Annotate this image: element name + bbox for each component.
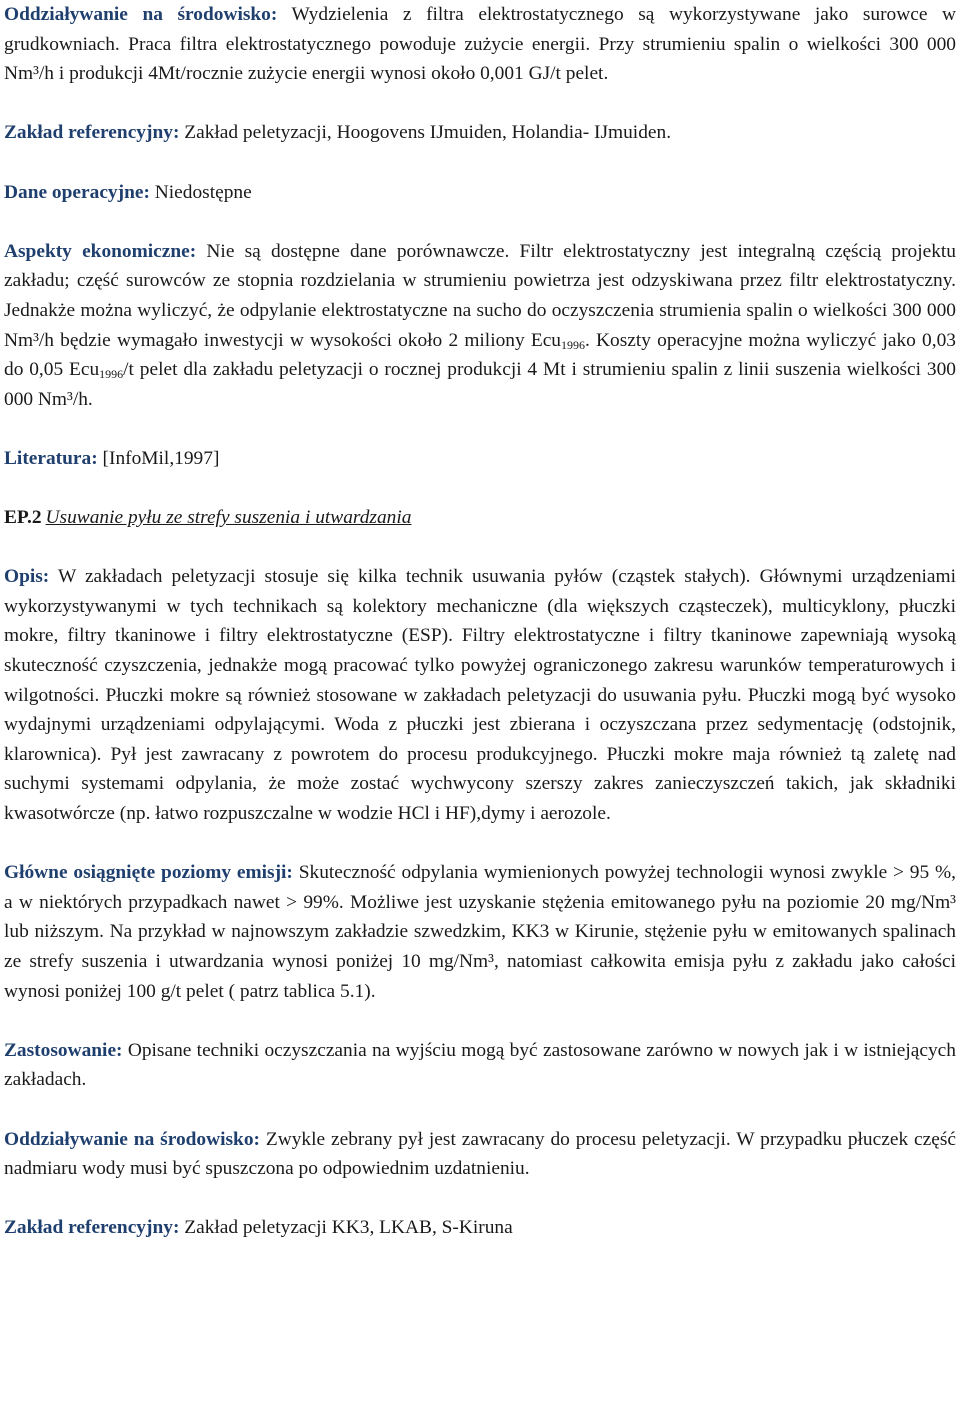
label-economic-aspects: Aspekty ekonomiczne: [4,240,197,262]
label-literature: Literatura: [4,447,98,469]
text-operational-data: Niedostępne [149,181,252,203]
text-environmental-impact-2: Zwykle zebrany pył jest zawracany do procesu peletyzacji. W przypadku płuczek część nadmiaru wody musi być spuszczona po odpowiednim uzdatnieniu. [4,1128,956,1180]
text-literature: [InfoMil,1997] [97,447,220,469]
spacer [4,474,956,504]
label-description: Opis: [4,566,50,588]
section-code: EP.2 [4,507,42,529]
label-reference-plant: Zakład referencyjny: [4,122,180,144]
section-title: Usuwanie pyłu ze strefy suszenia i utwardzania [45,507,412,529]
spacer [4,533,956,563]
paragraph-operational-data [4,178,956,208]
paragraph-environmental-impact-2 [4,1125,956,1184]
label-emission-levels: Główne osiągnięte poziomy emisji: [4,862,293,884]
label-environmental-impact-2: Oddziaływanie na środowisko: [4,1128,260,1150]
text-economic-aspects-a: Nie są dostępne dane porównawcze. Filtr elektrostatyczny jest integralną częścią projektu zakładu; część surowców ze stopnia rozdzielania w strumieniu powietrza jest odzyskiwana przez filtr elektrostatyczny. Jednakże można wyliczyć, że odpylanie elektrostatyczne na sucho do oczyszczenia strumienia spalin o wielkości 300 000 Nm³/h będzie wymagało inwestycji w wysokości około 2 miliony Ecu [4,240,956,351]
paragraph-economic-aspects [4,237,956,415]
text-environmental-impact: Wydzielenia z filtra elektrostatycznego są wykorzystywane jako surowce w grudkowniach. Praca filtra elektrostatycznego powoduje zużycie energii. Przy strumieniu spalin o wielkości 300 000 Nm³/h i produkcji 4Mt/rocznie zużycie energii wynosi około 0,001 GJ/t pelet. [4,4,956,85]
label-application: Zastosowanie: [4,1039,123,1061]
text-reference-plant: Zakład peletyzacji, Hoogovens IJmuiden, Holandia- IJmuiden. [179,122,672,144]
paragraph-reference-plant-2 [4,1213,956,1243]
subscript-year-a: 1996 [561,337,586,352]
paragraph-reference-plant-1 [4,118,956,148]
text-emission-levels: Skuteczność odpylania wymienionych powyżej technologii wynosi zwykle > 95 %, a w niektórych przypadkach nawet > 99%. Możliwe jest uzyskanie stężenia emitowanego pyłu na poziomie 20 mg/Nm³ lub niższym. Na przykład w najnowszym zakładzie szwedzkim, KK3 w Kirunie, stężenie pyłu w emitowanych spalinach ze strefy suszenia i utwardzania wynosi poniżej 10 mg/Nm³, natomiast całkowita emisja pyłu z zakładu jako całości wynosi poniżej 100 g/t pelet ( patrz tablica 5.1). [4,862,956,1002]
paragraph-description [4,562,956,828]
spacer [4,1006,956,1036]
text-reference-plant-2: Zakład peletyzacji KK3, LKAB, S-Kiruna [179,1217,513,1239]
subscript-year-b: 1996 [99,367,124,382]
spacer [4,1095,956,1125]
spacer [4,829,956,859]
spacer [4,148,956,178]
text-application: Opisane techniki oczyszczania na wyjściu mogą być zastosowane zarówno w nowych jak i w istniejących zakładach. [4,1039,956,1091]
text-economic-aspects-b: . Koszty operacyjne można wyliczyć jako 0,03 do 0,05 Ecu [4,329,956,381]
document-page [4,0,956,1243]
spacer [4,414,956,444]
text-description: W zakładach peletyzacji stosuje się kilka technik usuwania pyłów (cząstek stałych). Głównymi urządzeniami wykorzystywanymi w tych technikach są kolektory mechaniczne (dla większych cząsteczek), multicyklony, płuczki mokre, filtry tkaninowe i filtry elektrostatyczne (ESP). Filtry elektrostatyczne i filtry tkaninowe zapewniają wysoką skuteczność czyszczenia, jednakże mogą pracować tylko powyżej ograniczonego zakresu warunków temperaturowych i wilgotności. Płuczki mokre są również stosowane w zakładach peletyzacji do usuwania pyłu. Płuczki mogą być wysoko wydajnymi urządzeniami odpylającymi. Woda z płuczki jest zbierana i oczyszczana przez sedymentację (odstojnik, klarownica). Pył jest zawracany z powrotem do procesu produkcyjnego. Płuczki mokre maja również tą zaletę nad suchymi systemami odpylania, że może zostać wychwycony szerszy zakres zanieczyszczeń takich, jak składniki kwasotwórcze (np. łatwo rozpuszczalne w wodzie HCl i HF),dymy i aerozole. [4,566,956,825]
label-environmental-impact: Oddziaływanie na środowisko: [4,4,278,25]
spacer [4,89,956,119]
paragraph-environmental-impact-1 [4,0,956,89]
paragraph-emission-levels [4,858,956,1006]
label-operational-data: Dane operacyjne: [4,181,150,203]
paragraph-literature [4,444,956,474]
section-heading [4,503,956,533]
label-reference-plant-2: Zakład referencyjny: [4,1217,180,1239]
text-economic-aspects-c: /t pelet dla zakładu peletyzacji o rocznej produkcji 4 Mt i strumieniu spalin z linii suszenia wielkości 300 000 Nm³/h. [4,359,956,410]
spacer [4,1184,956,1214]
paragraph-application [4,1036,956,1095]
spacer [4,207,956,237]
